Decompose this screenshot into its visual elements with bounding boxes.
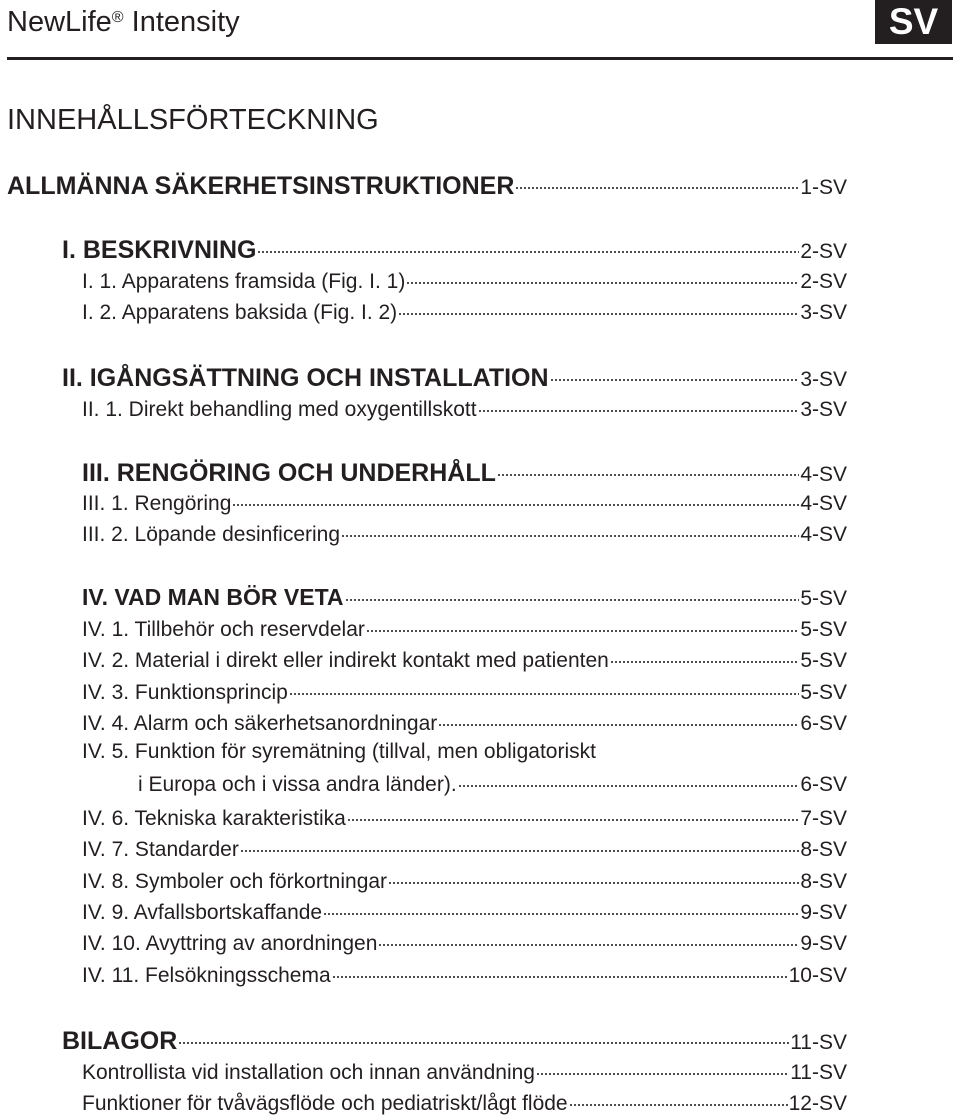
dot-leader	[289, 678, 799, 699]
product-name: Intensity	[131, 6, 240, 38]
dot-leader	[388, 867, 799, 888]
dot-leader	[341, 520, 799, 541]
dot-leader	[232, 489, 799, 510]
toc-label: IV. 11. Felsökningsschema	[82, 964, 331, 987]
toc-page-number: 6-SV	[800, 773, 847, 796]
toc-entry-4-4[interactable]	[82, 709, 847, 736]
toc-page-number: 4-SV	[800, 523, 847, 546]
toc-entry-section-1[interactable]	[62, 233, 847, 265]
toc-entry-safety[interactable]	[7, 169, 847, 201]
toc-page-number: 4-SV	[800, 463, 847, 486]
toc-entry-1-2[interactable]	[82, 298, 847, 325]
toc-entry-3-1[interactable]	[82, 489, 847, 516]
toc-page-number: 2-SV	[800, 270, 847, 293]
toc-page-number: 8-SV	[800, 838, 847, 861]
toc-page-number: 9-SV	[800, 901, 847, 924]
toc-label: IV. VAD MAN BÖR VETA	[82, 584, 344, 610]
page-title: INNEHÅLLSFÖRTECKNING	[7, 104, 379, 136]
toc-page-number: 4-SV	[800, 492, 847, 515]
toc-label: IV. 6. Tekniska karakteristika	[82, 807, 346, 830]
toc-page-number: 5-SV	[800, 618, 847, 641]
toc-entry-section-4[interactable]	[82, 582, 847, 611]
toc-label: IV. 4. Alarm och säkerhetsanordningar	[82, 712, 438, 735]
toc-page-number: 3-SV	[800, 301, 847, 324]
toc-page-number: 1-SV	[800, 176, 847, 199]
toc-page-number: 5-SV	[800, 587, 847, 610]
toc-label: III. 2. Löpande desinficering	[82, 523, 341, 546]
toc-entry-1-1[interactable]	[82, 267, 847, 294]
toc-entry-4-8[interactable]	[82, 867, 847, 894]
toc-page-number: 3-SV	[800, 398, 847, 421]
dot-leader	[366, 615, 799, 636]
dot-leader	[478, 395, 800, 416]
toc-page-number: 11-SV	[790, 1061, 847, 1084]
toc-page-number: 12-SV	[788, 1092, 847, 1115]
toc-page-number: 5-SV	[800, 681, 847, 704]
toc-label: IV. 7. Standarder	[82, 838, 239, 861]
language-badge: SV	[875, 0, 952, 44]
toc-entry-4-3[interactable]	[82, 678, 847, 705]
toc-entry-annex-1[interactable]	[82, 1058, 847, 1085]
toc-page-number: 6-SV	[800, 712, 847, 735]
toc-entry-section-3[interactable]	[82, 456, 847, 488]
toc-label: IV. 8. Symboler och förkortningar	[82, 870, 388, 893]
toc-entry-4-5[interactable]	[138, 770, 847, 797]
toc-entry-2-1[interactable]	[82, 395, 847, 422]
toc-label: ALLMÄNNA SÄKERHETSINSTRUKTIONER	[7, 172, 515, 200]
toc-label: IV. 1. Tillbehör och reservdelar	[82, 618, 365, 641]
header-divider	[7, 57, 953, 60]
toc-label: BILAGOR	[62, 1027, 178, 1055]
dot-leader	[406, 267, 799, 288]
dot-leader	[569, 1089, 788, 1110]
dot-leader	[240, 835, 799, 856]
registered-mark: ®	[111, 9, 124, 26]
toc-page-number: 8-SV	[800, 870, 847, 893]
toc-label: III. 1. Rengöring	[82, 492, 232, 515]
toc-page-number: 11-SV	[790, 1031, 847, 1054]
toc-entry-annex-2[interactable]	[82, 1089, 847, 1116]
dot-leader	[497, 456, 799, 481]
toc-entry-3-2[interactable]	[82, 520, 847, 547]
dot-leader	[345, 582, 800, 605]
toc-entry-4-11[interactable]	[82, 961, 847, 988]
toc-entry-annex[interactable]	[62, 1024, 847, 1056]
toc-page-number: 7-SV	[800, 807, 847, 830]
toc-entry-4-2[interactable]	[82, 646, 847, 673]
toc-label: Kontrollista vid installation och innan användning	[82, 1061, 535, 1084]
toc-label: IV. 3. Funktionsprincip	[82, 681, 288, 704]
toc-entry-4-10[interactable]	[82, 929, 847, 956]
toc-entry-4-7[interactable]	[82, 835, 847, 862]
dot-leader	[550, 361, 800, 386]
toc-label: Funktioner för tvåvägsflöde och pediatriskt/lågt flöde	[82, 1092, 568, 1115]
toc-label: I. BESKRIVNING	[62, 236, 257, 264]
dot-leader	[347, 804, 800, 825]
dot-leader	[398, 298, 799, 319]
dot-leader	[610, 646, 799, 667]
toc-page-number: 10-SV	[788, 964, 847, 987]
toc-label: i Europa och i vissa andra länder).	[138, 773, 457, 796]
toc-entry-4-9[interactable]	[82, 898, 847, 925]
dot-leader	[323, 898, 799, 919]
dot-leader	[178, 1024, 789, 1049]
toc-entry-section-2[interactable]	[62, 361, 847, 393]
toc-page-number: 3-SV	[800, 368, 847, 391]
brand-title	[7, 2, 240, 42]
toc-label: I. 2. Apparatens baksida (Fig. I. 2)	[82, 301, 398, 324]
toc-label: I. 1. Apparatens framsida (Fig. I. 1)	[82, 270, 406, 293]
toc-label: IV. 10. Avyttring av anordningen	[82, 932, 378, 955]
toc-label: IV. 9. Avfallsbortskaffande	[82, 901, 323, 924]
toc-entry-4-5-line1[interactable]: IV. 5. Funktion för syremätning (tillval, men obligatoriskt	[82, 740, 596, 763]
toc-label: III. RENGÖRING OCH UNDERHÅLL	[82, 459, 496, 487]
toc-label: IV. 2. Material i direkt eller indirekt kontakt med patienten	[82, 649, 609, 672]
dot-leader	[438, 709, 799, 730]
toc-page-number: 9-SV	[800, 932, 847, 955]
toc-label: II. IGÅNGSÄTTNING OCH INSTALLATION	[62, 364, 549, 392]
dot-leader	[378, 929, 799, 950]
dot-leader	[257, 233, 799, 258]
dot-leader	[515, 169, 799, 194]
toc-label: II. 1. Direkt behandling med oxygentillskott	[82, 398, 477, 421]
dot-leader	[536, 1058, 789, 1079]
toc-page-number: 2-SV	[800, 240, 847, 263]
page-header	[0, 0, 960, 62]
toc-entry-4-6[interactable]	[82, 804, 847, 831]
toc-page-number: 5-SV	[800, 649, 847, 672]
brand-name: NewLife	[7, 6, 112, 38]
dot-leader	[458, 770, 800, 791]
dot-leader	[332, 961, 788, 982]
toc-entry-4-1[interactable]	[82, 615, 847, 642]
